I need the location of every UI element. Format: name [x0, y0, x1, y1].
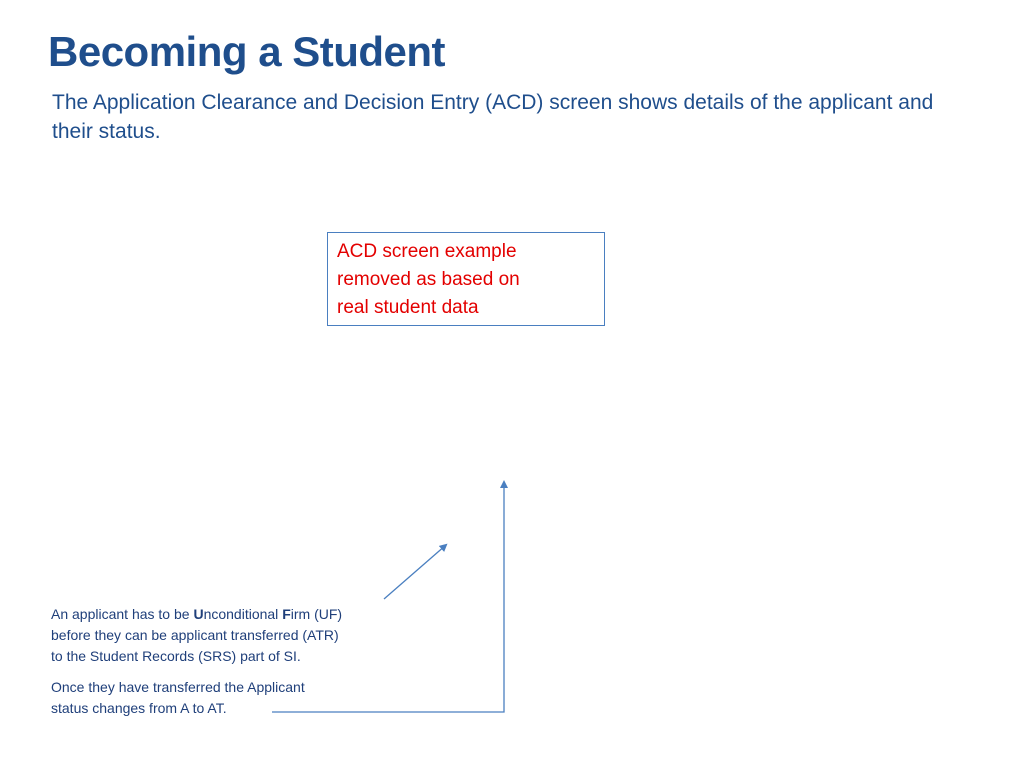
uf-note-line-1: [51, 604, 421, 625]
uf-note-line-2: before they can be applicant transferred (ATR): [51, 627, 339, 643]
diagonal-arrow-icon: [384, 545, 446, 599]
note-text: irm (UF): [290, 606, 343, 622]
note-text: nconditional: [203, 606, 283, 622]
at-note-line-2: status changes from A to AT.: [51, 700, 227, 716]
note-emphasis-f: F: [282, 606, 291, 622]
acd-screen-placeholder: [327, 232, 605, 326]
uf-note: [51, 604, 421, 667]
uf-note-line-3: to the Student Records (SRS) part of SI.: [51, 648, 301, 664]
note-emphasis-u: U: [193, 606, 204, 622]
placeholder-line: real student data: [337, 297, 479, 318]
page-title: Becoming a Student: [48, 28, 446, 75]
placeholder-line: ACD screen example: [337, 241, 517, 262]
intro-text: The Application Clearance and Decision Entry (ACD) screen shows details of the applicant and their status.: [52, 91, 934, 143]
placeholder-line: removed as based on: [337, 269, 520, 290]
at-status-note: [51, 677, 421, 719]
at-note-line-1: Once they have transferred the Applicant: [51, 679, 305, 695]
note-text: An applicant has to be: [51, 606, 194, 622]
